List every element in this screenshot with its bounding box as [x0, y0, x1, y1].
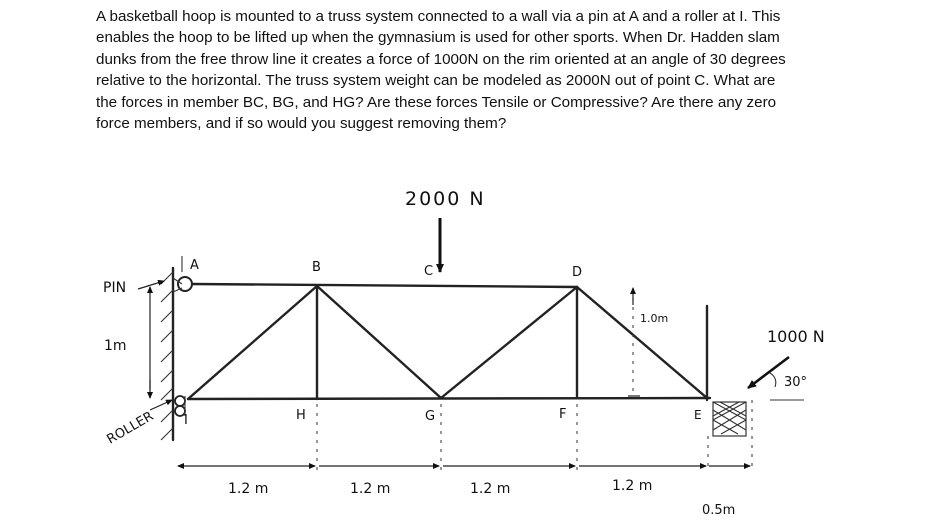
problem-line-5: the forces in member BC, BG, and HG? Are these forces Tensile or Compressive? Are there any zero [96, 93, 777, 111]
dim-label-1: 1.2 m [228, 481, 269, 497]
load-1000n [748, 327, 825, 400]
node-f-label: F [559, 407, 567, 422]
member-ib [188, 286, 317, 399]
load-2000n [405, 188, 486, 272]
load-top-label: 2000 N [405, 188, 486, 210]
member-de [577, 287, 707, 398]
load-side-label: 1000 N [767, 327, 825, 346]
member-gd [441, 287, 577, 398]
dim-height [104, 287, 150, 398]
hoop-net [708, 400, 752, 470]
problem-line-4: relative to the horizontal. The truss system weight can be modeled as 2000N out of point C. What are [96, 72, 776, 90]
node-g-label: G [425, 409, 436, 424]
member-bg [317, 286, 441, 398]
member-ie [188, 398, 710, 399]
member-ad [192, 284, 577, 287]
problem-line-3: dunks from the free throw line it creates a force of 1000N on the rim oriented at an angle of 30 degrees [96, 50, 786, 68]
pin-support [173, 277, 192, 292]
node-a-label: A [190, 258, 199, 273]
problem-line-2: enables the hoop to be lifted up when the gymnasium is used for other sports. When Dr. Hadden slam [96, 29, 780, 47]
guide-lines [317, 404, 577, 470]
wall [161, 268, 173, 440]
problem-line-1: A basketball hoop is mounted to a truss system connected to a wall via a pin at A and a roller at I. This [96, 8, 781, 25]
node-h-label: H [296, 408, 306, 423]
node-c-label: C [424, 264, 434, 279]
dim-vertical [628, 288, 668, 396]
pin-label: PIN [103, 280, 127, 296]
node-e-label: E [694, 408, 702, 422]
problem-line-6: force members, and if so would you suggest removing them? [96, 115, 507, 133]
height-label: 1m [104, 338, 127, 354]
dim-label-3: 1.2 m [470, 481, 511, 497]
node-i-label: I [184, 413, 188, 428]
dim-label-4: 1.2 m [612, 478, 653, 494]
dim-vertical-label: 1.0m [640, 312, 669, 325]
roller-label: ROLLER [104, 408, 157, 448]
node-b-label: B [312, 260, 321, 275]
dim-label-5: 0.5m [702, 503, 736, 518]
node-d-label: D [572, 265, 583, 280]
truss-members [188, 284, 710, 400]
angle-label: 30° [784, 375, 808, 390]
dim-label-2: 1.2 m [350, 481, 391, 497]
